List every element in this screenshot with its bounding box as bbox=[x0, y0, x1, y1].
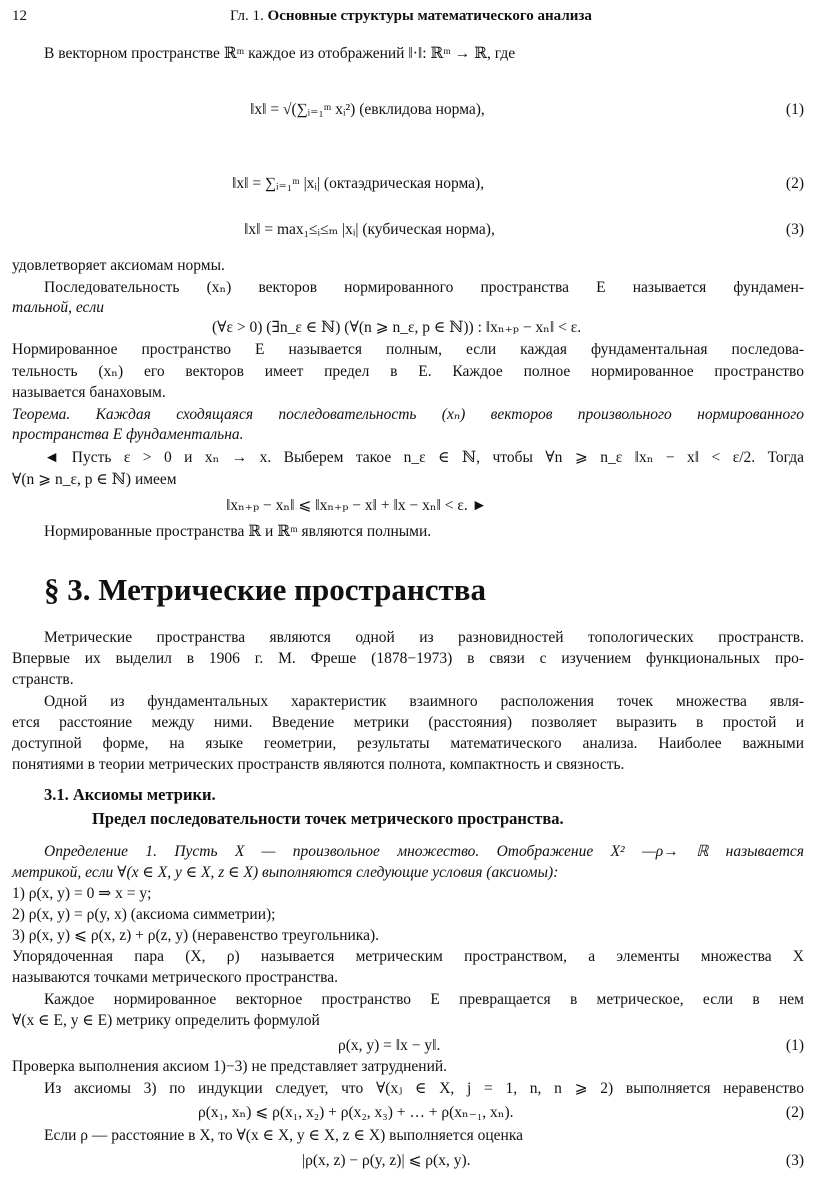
proof-line: ◄ Пусть ε > 0 и xₙ → x. Выберем такое n_ε ∈ ℕ, чтобы ∀n ⩾ n_ε ‖xₙ − x‖ < ε/2. Тогда bbox=[44, 449, 804, 466]
text-line: Если ρ — расстояние в X, то ∀(x ∈ X, y ∈ X, z ∈ X) выполняется оценка bbox=[44, 1127, 523, 1144]
axiom-item: 3) ρ(x, y) ⩽ ρ(x, z) + ρ(z, y) (неравенство треугольника). bbox=[12, 927, 380, 944]
text-line: Из аксиомы 3) по индукции следует, что ∀(xⱼ ∈ X, j = 1, n, n ⩾ 2) выполняется неравенство bbox=[44, 1080, 804, 1097]
text-line: странств. bbox=[12, 671, 74, 688]
equation-number: (2) bbox=[785, 1104, 804, 1121]
text-line: тельность (xₙ) его векторов имеет предел в E. Каждое полное нормированное пространство bbox=[12, 363, 804, 380]
definition-line: Определение 1. Пусть X — произвольное множество. Отображение X² —ρ→ ℝ называется bbox=[44, 843, 804, 860]
equation-cubic-norm: ‖x‖ = max₁≤ᵢ≤ₘ |xᵢ| (кубическая норма), bbox=[244, 221, 495, 238]
text-line: называется банаховым. bbox=[12, 384, 166, 401]
equation-metric-from-norm: ρ(x, y) = ‖x − y‖. bbox=[338, 1037, 441, 1054]
text-line: удовлетворяет аксиомам нормы. bbox=[12, 257, 225, 274]
equation-distance-estimate: |ρ(x, z) − ρ(y, z)| ⩽ ρ(x, y). bbox=[302, 1152, 471, 1169]
text-line: ется расстояние между ними. Введение метрики (расстояния) позволяет выразить в простой и bbox=[12, 714, 804, 731]
text-line: Одной из фундаментальных характеристик взаимного расположения точек множества явля- bbox=[44, 693, 804, 710]
theorem-line: пространства E фундаментальна. bbox=[12, 426, 244, 443]
definition-line: метрикой, если ∀(x ∈ X, y ∈ X, z ∈ X) выполняются следующие условия (аксиомы): bbox=[12, 864, 559, 881]
text-line: понятиями в теории метрических пространств являются полнота, компактность и связность. bbox=[12, 756, 625, 773]
equation-number: (3) bbox=[785, 1152, 804, 1169]
text-line: Впервые их выделил в 1906 г. М. Фреше (1878−1973) в связи с изучением функциональных про- bbox=[12, 650, 804, 667]
equation-polygon-inequality: ρ(x₁, xₙ) ⩽ ρ(x₁, x₂) + ρ(x₂, x₃) + … + ρ(xₙ₋₁, xₙ). bbox=[198, 1104, 514, 1121]
text-line: Каждое нормированное векторное пространство E превращается в метрическое, если в нем bbox=[44, 991, 804, 1008]
text-line: Проверка выполнения аксиом 1)−3) не представляет затруднений. bbox=[12, 1058, 448, 1075]
text-line: доступной форме, на языке геометрии, результаты математического анализа. Наиболее важными bbox=[12, 735, 804, 752]
axiom-item: 2) ρ(x, y) = ρ(y, x) (аксиома симметрии); bbox=[12, 906, 276, 923]
running-header-title: Основные структуры математического анализа bbox=[267, 8, 592, 24]
text-line: Метрические пространства являются одной из разновидностей топологических пространств. bbox=[44, 629, 804, 646]
equation-number: (1) bbox=[785, 101, 804, 118]
section-heading: § 3. Метрические пространства bbox=[44, 572, 486, 607]
text-line: ∀(x ∈ E, y ∈ E) метрику определить формулой bbox=[12, 1012, 320, 1029]
equation-number: (2) bbox=[785, 175, 804, 192]
page-number: 12 bbox=[12, 8, 27, 24]
text-line: В векторном пространстве ℝᵐ каждое из отображений ‖·‖: ℝᵐ → ℝ, где bbox=[44, 45, 516, 62]
subsection-heading: 3.1. Аксиомы метрики. bbox=[44, 785, 216, 804]
text-line: Нормированные пространства ℝ и ℝᵐ являются полными. bbox=[44, 523, 432, 540]
equation-number: (3) bbox=[785, 221, 804, 238]
equation-cauchy-condition: (∀ε > 0) (∃n_ε ∈ ℕ) (∀(n ⩾ n_ε, p ∈ ℕ)) : ‖xₙ₊ₚ − xₙ‖ < ε. bbox=[212, 319, 582, 336]
axiom-item: 1) ρ(x, y) = 0 ⇒ x = y; bbox=[12, 885, 152, 902]
proof-line: ∀(n ⩾ n_ε, p ∈ ℕ) имеем bbox=[12, 471, 177, 488]
equation-proof: ‖xₙ₊ₚ − xₙ‖ ⩽ ‖xₙ₊ₚ − x‖ + ‖x − xₙ‖ < ε. ► bbox=[226, 497, 487, 514]
equation-number: (1) bbox=[785, 1037, 804, 1054]
text-line: Последовательность (xₙ) векторов нормированного пространства E называется фундамен- bbox=[44, 279, 804, 296]
text-line: называются точками метрического пространства. bbox=[12, 969, 338, 986]
equation-euclidean-norm: ‖x‖ = √(∑ᵢ₌₁ᵐ xᵢ²) (евклидова норма), bbox=[250, 101, 485, 118]
running-header-chapter: Гл. 1. bbox=[230, 8, 264, 24]
subsection-heading: Предел последовательности точек метрического пространства. bbox=[92, 809, 564, 828]
text-line: Нормированное пространство E называется полным, если каждая фундаментальная последова- bbox=[12, 341, 804, 358]
running-header bbox=[230, 6, 592, 26]
text-line: тальной, если bbox=[12, 299, 104, 316]
theorem-line: Теорема. Каждая сходящаяся последовательность (xₙ) векторов произвольного нормированного bbox=[12, 406, 804, 423]
equation-octahedral-norm: ‖x‖ = ∑ᵢ₌₁ᵐ |xᵢ| (октаэдрическая норма), bbox=[232, 175, 485, 192]
text-line: Упорядоченная пара (X, ρ) называется метрическим пространством, а элементы множества X bbox=[12, 948, 804, 965]
